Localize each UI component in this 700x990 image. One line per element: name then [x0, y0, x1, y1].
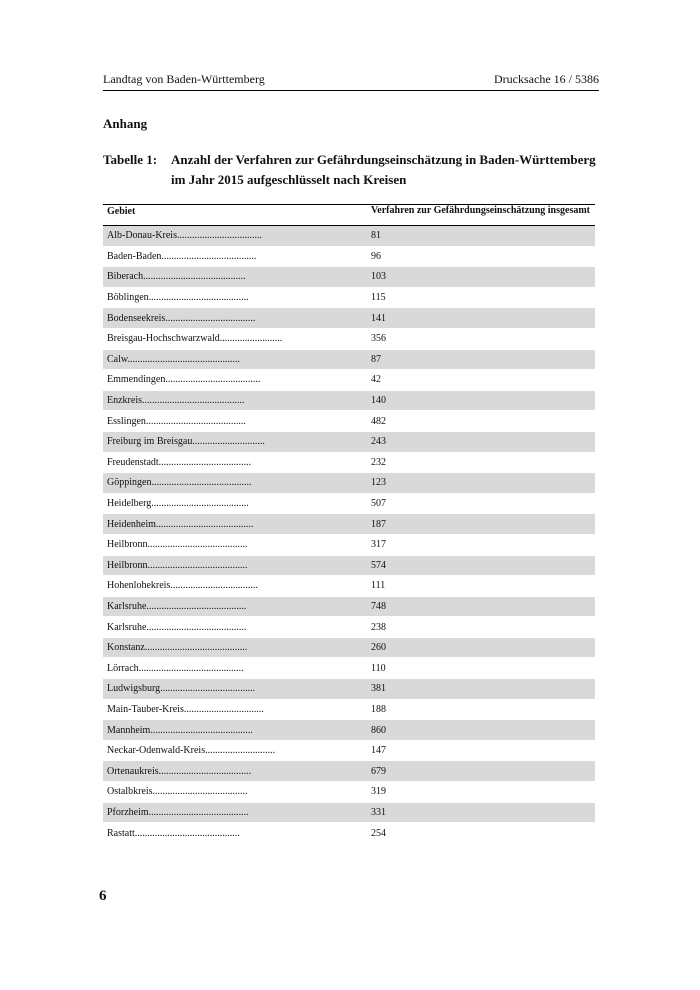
table-row: [103, 432, 595, 453]
table-header-row: [103, 204, 595, 226]
table-row: [103, 741, 595, 762]
cell-area: Ostalbkreis......................................: [107, 786, 248, 798]
table-caption-label: Tabelle 1:: [103, 152, 158, 167]
table-row: [103, 803, 595, 824]
cell-value: 254: [371, 827, 386, 839]
cell-value: 96: [371, 250, 381, 262]
cell-area: Baden-Baden......................................: [107, 250, 257, 262]
table-caption-text: Anzahl der Verfahren zur Gefährdungseinschätzung in Baden-Württemberg im Jahr 2015 aufgeschlüsselt nach Kreisen: [171, 152, 596, 187]
page-header: [103, 72, 599, 91]
table-row: [103, 782, 595, 803]
header-gebiet: Gebiet: [107, 206, 136, 217]
cell-area: Heilbronn........................................: [107, 539, 248, 551]
table-row: [103, 617, 595, 638]
cell-value: 238: [371, 621, 386, 633]
page-number: 6: [99, 888, 107, 904]
cell-value: 331: [371, 806, 386, 818]
cell-value: 482: [371, 415, 386, 427]
cell-value: 103: [371, 271, 386, 283]
table-row: [103, 823, 595, 844]
cell-value: 232: [371, 456, 386, 468]
header-right: Drucksache 16 / 5386: [494, 72, 599, 86]
cell-area: Emmendingen......................................: [107, 374, 261, 386]
cell-value: 188: [371, 703, 386, 715]
cell-value: 260: [371, 642, 386, 654]
table-row: [103, 391, 595, 412]
cell-value: 317: [371, 539, 386, 551]
cell-area: Lörrach..........................................: [107, 662, 244, 674]
table-row: [103, 226, 595, 247]
table-row: [103, 453, 595, 474]
cell-area: Enzkreis.........................................: [107, 395, 245, 407]
cell-area: Heidelberg.......................................: [107, 498, 249, 510]
table-row: [103, 473, 595, 494]
cell-value: 319: [371, 786, 386, 798]
cell-area: Breisgau-Hochschwarzwald.........................: [107, 333, 283, 345]
cell-area: Freudenstadt.....................................: [107, 456, 252, 468]
cell-value: 111: [371, 580, 386, 592]
cell-value: 356: [371, 333, 386, 345]
table-body: [103, 226, 595, 844]
cell-area: Karlsruhe........................................: [107, 621, 247, 633]
cell-area: Böblingen........................................: [107, 292, 249, 304]
cell-area: Pforzheim........................................: [107, 806, 249, 818]
cell-value: 243: [371, 436, 386, 448]
cell-value: 87: [371, 353, 381, 365]
cell-area: Ortenaukreis.....................................: [107, 765, 252, 777]
table-row: [103, 576, 595, 597]
cell-area: Konstanz.........................................: [107, 642, 248, 654]
table-row: [103, 679, 595, 700]
table-row: [103, 514, 595, 535]
table-row: [103, 556, 595, 577]
header-verfahren: Verfahren zur Gefährdungseinschätzung insgesamt: [371, 205, 590, 216]
cell-area: Mannheim.........................................: [107, 724, 253, 736]
cell-value: 748: [371, 600, 386, 612]
cell-value: 507: [371, 498, 386, 510]
table-row: [103, 288, 595, 309]
cell-area: Göppingen........................................: [107, 477, 252, 489]
cell-value: 860: [371, 724, 386, 736]
cell-area: Heidenheim.......................................: [107, 518, 254, 530]
cell-area: Rastatt..........................................: [107, 827, 240, 839]
table-row: [103, 700, 595, 721]
header-left: Landtag von Baden-Württemberg: [103, 72, 265, 86]
table-caption: [103, 150, 599, 190]
cell-value: 574: [371, 559, 386, 571]
cell-area: Bodenseekreis....................................: [107, 312, 256, 324]
cell-area: Biberach.........................................: [107, 271, 246, 283]
cell-value: 141: [371, 312, 386, 324]
cell-area: Main-Tauber-Kreis................................: [107, 703, 264, 715]
cell-value: 123: [371, 477, 386, 489]
cell-area: Ludwigsburg......................................: [107, 683, 256, 695]
table-row: [103, 329, 595, 350]
table-row: [103, 411, 595, 432]
table-row: [103, 267, 595, 288]
table-row: [103, 720, 595, 741]
table-row: [103, 761, 595, 782]
cell-value: 110: [371, 662, 386, 674]
table-row: [103, 658, 595, 679]
table-row: [103, 247, 595, 268]
cell-area: Alb-Donau-Kreis..................................: [107, 230, 262, 242]
cell-value: 147: [371, 745, 386, 757]
cell-area: Freiburg im Breisgau.............................: [107, 436, 265, 448]
cell-area: Heilbronn........................................: [107, 559, 248, 571]
table-row: [103, 370, 595, 391]
cell-value: 115: [371, 292, 386, 304]
cell-value: 81: [371, 230, 381, 242]
cell-value: 42: [371, 374, 381, 386]
cell-area: Neckar-Odenwald-Kreis............................: [107, 745, 276, 757]
table-row: [103, 308, 595, 329]
table-row: [103, 350, 595, 371]
cell-value: 381: [371, 683, 386, 695]
cell-area: Calw.............................................: [107, 353, 240, 365]
table-row: [103, 597, 595, 618]
table-row: [103, 494, 595, 515]
table-row: [103, 535, 595, 556]
cell-area: Karlsruhe........................................: [107, 600, 247, 612]
cell-value: 679: [371, 765, 386, 777]
section-title: Anhang: [103, 116, 148, 131]
cell-value: 187: [371, 518, 386, 530]
table-row: [103, 638, 595, 659]
cell-area: Esslingen........................................: [107, 415, 246, 427]
cell-value: 140: [371, 395, 386, 407]
cell-area: Hohenlohekreis...................................: [107, 580, 258, 592]
data-table: [103, 204, 595, 844]
